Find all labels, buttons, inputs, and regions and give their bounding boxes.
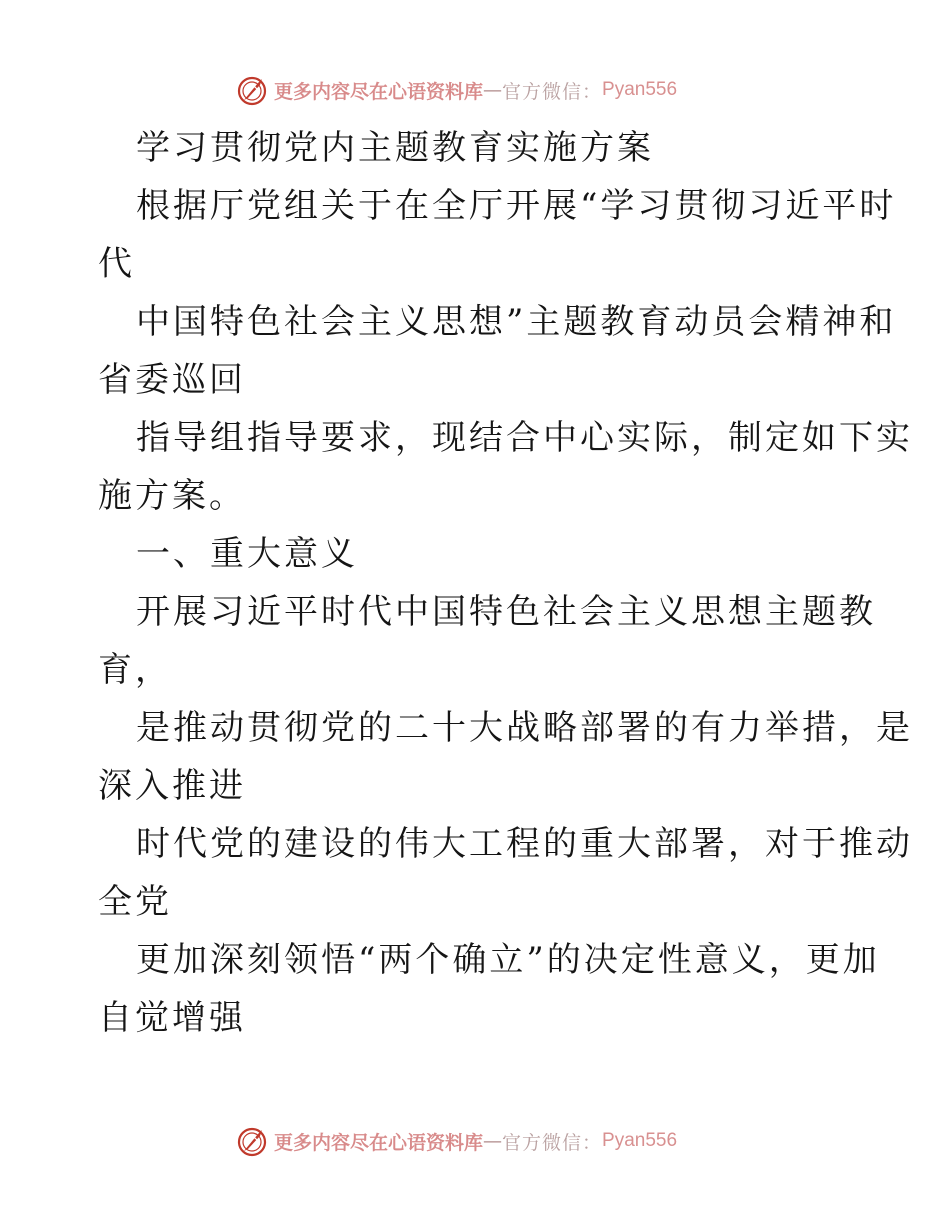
watermark-text: 更多内容尽在心语资料库 (274, 80, 484, 103)
paragraph-line: 自觉增强 (98, 998, 246, 1038)
watermark-wechat-id: Pyan556 (602, 1130, 678, 1151)
paragraph-line: 全党 (98, 882, 172, 922)
paragraph-line: 开展习近平时代中国特色社会主义思想主题教 (136, 592, 876, 632)
section-heading: 一、重大意义 (136, 534, 358, 574)
paragraph-line: 深入推进 (98, 766, 246, 806)
header-watermark (236, 73, 677, 107)
watermark-wechat-id: Pyan556 (602, 79, 678, 100)
paragraph-line: 代 (98, 244, 135, 284)
paragraph-line: 施方案。 (98, 476, 246, 516)
document-title: 学习贯彻党内主题教育实施方案 (136, 128, 654, 168)
watermark-dash: — (483, 79, 503, 101)
paragraph-line: 中国特色社会主义思想”主题教育动员会精神和 (136, 302, 897, 342)
paragraph-line: 省委巡回 (98, 360, 246, 400)
watermark-dash: — (483, 1130, 503, 1152)
footer-watermark (236, 1124, 677, 1158)
watermark-official-label: 官方微信： (502, 1131, 603, 1154)
paragraph-line: 指导组指导要求，现结合中心实际，制定如下实 (136, 418, 913, 458)
watermark-official-label: 官方微信： (502, 80, 603, 103)
paragraph-line: 时代党的建设的伟大工程的重大部署，对于推动 (136, 824, 913, 864)
quill-pen-icon (236, 1125, 268, 1157)
quill-pen-icon (236, 74, 268, 106)
paragraph-line: 根据厅党组关于在全厅开展“学习贯彻习近平时 (136, 186, 897, 226)
paragraph-line: 育， (98, 650, 172, 690)
paragraph-line: 更加深刻领悟“两个确立”的决定性意义，更加 (136, 940, 880, 980)
watermark-text: 更多内容尽在心语资料库 (274, 1131, 484, 1154)
paragraph-line: 是推动贯彻党的二十大战略部署的有力举措，是 (136, 708, 913, 748)
